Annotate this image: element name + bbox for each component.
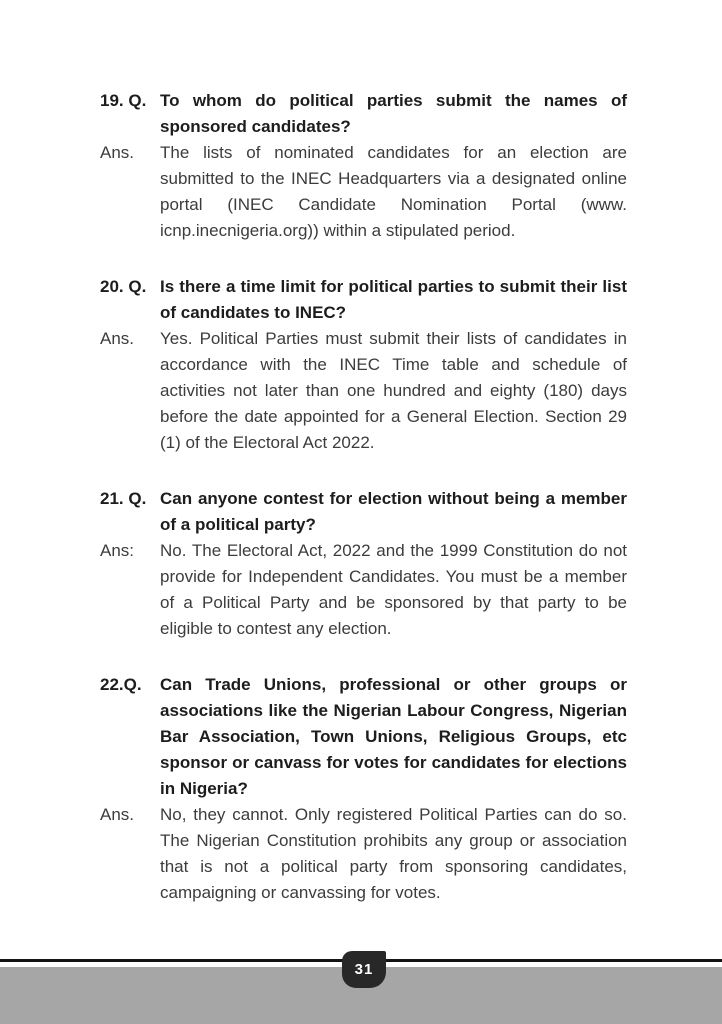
qa-item-21 <box>100 486 627 642</box>
question-number: 22.Q. <box>100 675 142 694</box>
question-row <box>100 486 627 538</box>
answer-label: Ans. <box>100 329 135 348</box>
qa-item-19 <box>100 88 627 244</box>
answer-text: The lists of nominated candidates for an election are submitted to the INEC Headquarters via a designated online portal (INEC Candidate Nomination Portal (www. icnp.inecnigeria.org)) within a stipulated period. <box>160 143 627 240</box>
answer-row <box>100 326 627 456</box>
qa-item-22 <box>100 672 627 906</box>
qa-item-20 <box>100 274 627 456</box>
answer-label: Ans: <box>100 541 135 560</box>
question-row <box>100 88 627 140</box>
page-number-badge <box>342 951 386 988</box>
qa-content <box>100 88 627 936</box>
question-text: To whom do political parties submit the names of sponsored candidates? <box>160 91 627 136</box>
answer-row <box>100 140 627 244</box>
question-row <box>100 672 627 802</box>
question-text: Can anyone contest for election without being a member of a political party? <box>160 489 627 534</box>
answer-text: No, they cannot. Only registered Political Parties can do so. The Nigerian Constitution prohibits any group or association that is not a political party from sponsoring candidates, campaigning or canvassing for votes. <box>160 805 627 902</box>
answer-label: Ans. <box>100 805 135 824</box>
answer-text: Yes. Political Parties must submit their lists of candidates in accordance with the INEC Time table and schedule of activities not later than one hundred and eighty (180) days before the date appointed for a General Election. Section 29 (1) of the Electoral Act 2022. <box>160 329 627 452</box>
answer-row <box>100 802 627 906</box>
answer-text: No. The Electoral Act, 2022 and the 1999 Constitution do not provide for Independent Candidates. You must be a member of a Political Party and be sponsored by that party to be eligible to contest any election. <box>160 541 627 638</box>
answer-row <box>100 538 627 642</box>
question-number: 21. Q. <box>100 489 147 508</box>
question-number: 19. Q. <box>100 91 147 110</box>
question-text: Can Trade Unions, professional or other groups or associations like the Nigerian Labour Congress, Nigerian Bar Association, Town Unions, Religious Groups, etc sponsor or canvass for votes for candidates for elections in Nigeria? <box>160 675 627 798</box>
question-row <box>100 274 627 326</box>
page-number: 31 <box>354 961 374 978</box>
question-number: 20. Q. <box>100 277 147 296</box>
answer-label: Ans. <box>100 143 135 162</box>
question-text: Is there a time limit for political parties to submit their list of candidates to INEC? <box>160 277 627 322</box>
